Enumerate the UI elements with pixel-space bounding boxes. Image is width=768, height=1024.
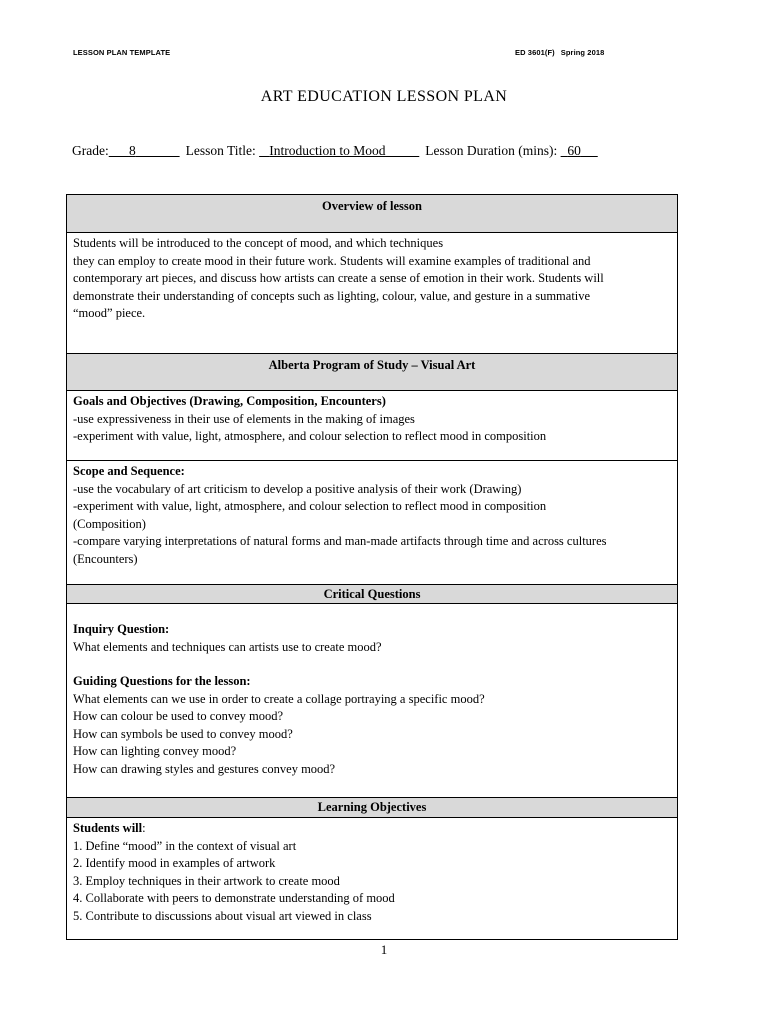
grade-value: 8 — [128, 143, 136, 158]
scope-line: -experiment with value, light, atmosphere, and colour selection to reflect mood in composition — [73, 499, 547, 513]
duration-label: Lesson Duration (mins): — [425, 143, 558, 158]
lesson-plan-table — [66, 194, 678, 940]
guiding-question: How can drawing styles and gestures convey mood? — [73, 761, 336, 776]
guiding-question: How can lighting convey mood? — [73, 744, 237, 758]
learning-objective: 1. Define “mood” in the context of visual art — [73, 838, 297, 853]
overview-line: Students will be introduced to the concept of mood, and which techniques — [73, 236, 444, 250]
header-template-label: LESSON PLAN TEMPLATE — [73, 48, 171, 57]
scope-line: (Composition) — [73, 516, 146, 531]
goals-line: -experiment with value, light, atmosphere, and colour selection to reflect mood in composition — [73, 429, 547, 443]
learning-intro-colon: : — [142, 821, 146, 835]
header-course-code: ED 3601(F) — [515, 48, 555, 57]
critical-questions-heading: Critical Questions — [67, 584, 677, 603]
overview-line: contemporary art pieces, and discuss how artists can create a sense of emotion in their work. Students will — [73, 271, 604, 285]
scope-heading: Scope and Sequence: — [73, 464, 185, 478]
header-course-info — [515, 48, 610, 57]
guiding-question: How can colour be used to convey mood? — [73, 709, 284, 723]
learning-objective: 4. Collaborate with peers to demonstrate understanding of mood — [73, 891, 395, 905]
overview-line: demonstrate their understanding of concepts such as lighting, colour, value, and gesture in a summative — [73, 288, 591, 303]
lesson-title-label: Lesson Title: — [185, 143, 256, 158]
grade-label: Grade: — [72, 143, 109, 158]
overview-body — [67, 232, 677, 353]
header-term: Spring 2018 — [560, 48, 605, 57]
guiding-heading: Guiding Questions for the lesson: — [73, 674, 251, 688]
inquiry-question: What elements and techniques can artists use to create mood? — [73, 639, 382, 654]
scope-line: -use the vocabulary of art criticism to develop a positive analysis of their work (Drawing) — [73, 481, 522, 496]
goals-section — [67, 390, 677, 460]
scope-section — [67, 460, 677, 584]
learning-objective: 5. Contribute to discussions about visual art viewed in class — [73, 908, 372, 923]
document-title: ART EDUCATION LESSON PLAN — [260, 88, 508, 105]
scope-line: (Encounters) — [73, 551, 138, 566]
goals-line: -use expressiveness in their use of elements in the making of images — [73, 411, 415, 426]
goals-heading: Goals and Objectives (Drawing, Composition, Encounters) — [73, 394, 386, 408]
program-heading: Alberta Program of Study – Visual Art — [67, 353, 677, 390]
guiding-question: How can symbols be used to convey mood? — [73, 726, 293, 741]
guiding-question: What elements can we use in order to create a collage portraying a specific mood? — [73, 691, 485, 706]
lesson-meta-line — [72, 143, 598, 159]
overview-line: “mood” piece. — [73, 306, 146, 320]
critical-questions-body — [67, 603, 677, 797]
learning-objective: 2. Identify mood in examples of artwork — [73, 856, 276, 870]
inquiry-heading: Inquiry Question: — [73, 622, 170, 636]
learning-objective: 3. Employ techniques in their artwork to create mood — [73, 873, 340, 888]
learning-objectives-body — [67, 817, 677, 939]
scope-line: -compare varying interpretations of natural forms and man-made artifacts through time and across cultures — [73, 534, 607, 548]
learning-intro: Students will — [73, 821, 143, 835]
overview-line: they can employ to create mood in their future work. Students will examine examples of traditional and — [73, 253, 591, 268]
page-number: 1 — [380, 942, 388, 957]
lesson-title-value: Introduction to Mood — [269, 143, 386, 158]
overview-heading: Overview of lesson — [67, 195, 677, 232]
learning-objectives-heading: Learning Objectives — [67, 797, 677, 817]
duration-value: 60 — [567, 143, 581, 158]
